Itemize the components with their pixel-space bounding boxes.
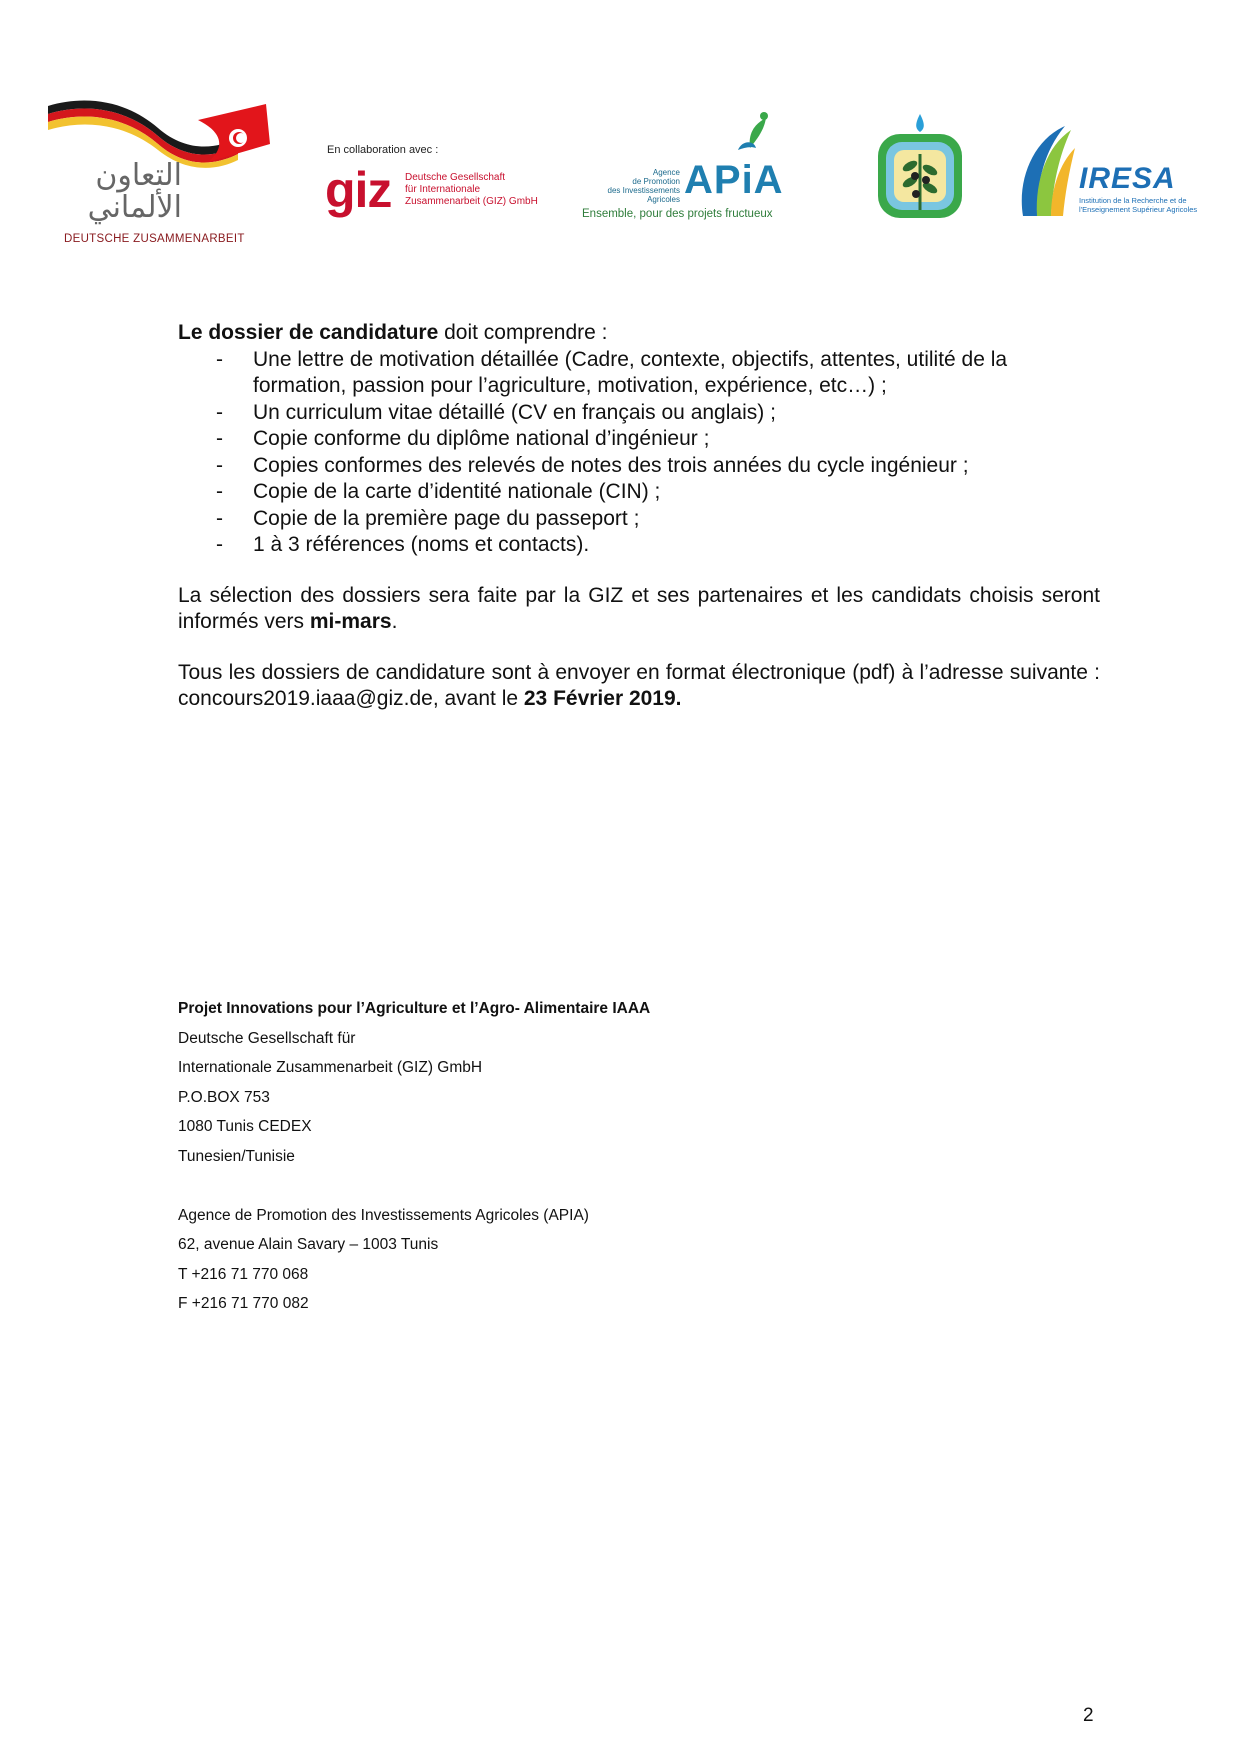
- list-item: [178, 453, 1100, 480]
- selection-date: mi-mars: [309, 610, 392, 633]
- iresa-wordmark: IRESA: [1079, 162, 1176, 195]
- selection-text: La sélection des dossiers sera faite par la GIZ et ses partenaires et les candidats choisis seront informés vers: [178, 583, 1100, 633]
- apia-logo: [580, 110, 795, 230]
- giz-subtitle: [405, 172, 538, 208]
- apia-small-line4: Agricoles: [647, 195, 680, 204]
- giz-wordmark: giz: [325, 162, 392, 218]
- address-spacer: [178, 1171, 650, 1201]
- giz-sub-line3: Zusammenarbeit (GIZ) GmbH: [405, 196, 538, 207]
- giz-sub-line2: für Internationale: [405, 184, 481, 195]
- coop-label: DEUTSCHE ZUSAMMENARBEIT: [64, 233, 245, 245]
- dossier-requirements-list: [178, 347, 1100, 559]
- list-bullet: -: [216, 480, 223, 503]
- list-item-text: 1 à 3 références (noms et contacts).: [253, 533, 590, 556]
- apia-fax-line: F +216 71 770 082: [178, 1295, 309, 1312]
- list-item: [178, 479, 1100, 506]
- list-bullet: -: [216, 533, 223, 556]
- giz-address-line: Tunesien/Tunisie: [178, 1147, 295, 1165]
- coop-arabic-text: [62, 160, 182, 224]
- submission-paragraph: [178, 660, 1100, 713]
- list-bullet: -: [216, 427, 223, 450]
- apia-address-line: Agence de Promotion des Investissements Agricoles (APIA): [178, 1206, 589, 1224]
- list-item-text: Un curriculum vitae détaillé (CV en français ou anglais) ;: [253, 400, 776, 424]
- giz-sub-line1: Deutsche Gesellschaft: [405, 172, 506, 183]
- document-body: [178, 320, 1100, 713]
- apia-address-line: 62, avenue Alain Savary – 1003 Tunis: [178, 1236, 439, 1253]
- iresa-logo: [1015, 120, 1205, 230]
- coop-arabic-line2: الألماني: [87, 190, 182, 225]
- selection-end: .: [391, 610, 398, 633]
- apia-small-line3: des Investissements: [607, 186, 680, 195]
- apia-wordmark: APiA: [684, 158, 784, 202]
- list-item: [178, 532, 1100, 559]
- list-item: [178, 400, 1100, 427]
- giz-address-line: Deutsche Gesellschaft für: [178, 1029, 356, 1047]
- logo-strip: [0, 0, 1240, 260]
- list-item-text: Copie de la carte d’identité nationale (CIN) ;: [253, 480, 661, 503]
- list-item-text: Copie de la première page du passeport ;: [253, 506, 640, 530]
- project-name: [178, 994, 650, 1024]
- submission-text: Tous les dossiers de candidature sont à envoyer en format électronique (pdf) à l’adresse suivante : concours2019.iaaa@giz.de, avant le: [178, 660, 1100, 710]
- list-bullet: -: [216, 400, 223, 424]
- list-item-text: Copie conforme du diplôme national d’ingénieur ;: [253, 427, 710, 450]
- selection-paragraph: [178, 583, 1100, 636]
- list-item: [178, 506, 1100, 533]
- giz-address-line: P.O.BOX 753: [178, 1088, 270, 1106]
- list-bullet: -: [216, 453, 223, 477]
- giz-logo: [325, 138, 555, 228]
- contact-address-block: [178, 994, 650, 1319]
- giz-address-line: Internationale Zusammenarbeit (GIZ) GmbH: [178, 1059, 483, 1076]
- list-item: [178, 426, 1100, 453]
- deutsche-zusammenarbeit-logo: [48, 100, 308, 250]
- olive-branch-icon: [870, 110, 970, 230]
- iresa-leaf-icon: [1015, 120, 1079, 220]
- dossier-heading: [178, 320, 1100, 347]
- list-item-text: Une lettre de motivation détaillée (Cadre, contexte, objectifs, attentes, utilité de la formation, passion pour l’agriculture, motivation, expérience, etc…) ;: [253, 347, 1008, 397]
- apia-phone-line: T +216 71 770 068: [178, 1265, 309, 1283]
- giz-collab-text: En collaboration avec :: [327, 144, 439, 156]
- apia-small-line2: de Promotion: [632, 177, 680, 186]
- apia-small-line1: Agence: [652, 168, 680, 177]
- project-name-text: Projet Innovations pour l’Agriculture et l’Agro- Alimentaire IAAA: [178, 1000, 651, 1017]
- apia-tagline: Ensemble, pour des projets fructueux: [582, 208, 773, 220]
- apia-agency-text: [580, 168, 680, 204]
- list-item: [178, 347, 1100, 400]
- giz-address-line: 1080 Tunis CEDEX: [178, 1118, 312, 1135]
- olive-tree-logo: [870, 110, 970, 230]
- list-bullet: -: [216, 347, 223, 371]
- list-item-text: Copies conformes des relevés de notes des trois années du cycle ingénieur ;: [253, 453, 969, 477]
- dossier-heading-bold: Le dossier de candidature: [178, 321, 439, 344]
- list-bullet: -: [216, 506, 223, 530]
- coop-arabic-line1: التعاون: [95, 158, 182, 193]
- dossier-heading-rest: doit comprendre :: [438, 321, 608, 344]
- iresa-subtitle: Institution de la Recherche et de l'Enseignement Supérieur Agricoles: [1079, 196, 1198, 214]
- page-number: 2: [1083, 1705, 1094, 1726]
- submission-deadline: 23 Février 2019.: [523, 687, 682, 710]
